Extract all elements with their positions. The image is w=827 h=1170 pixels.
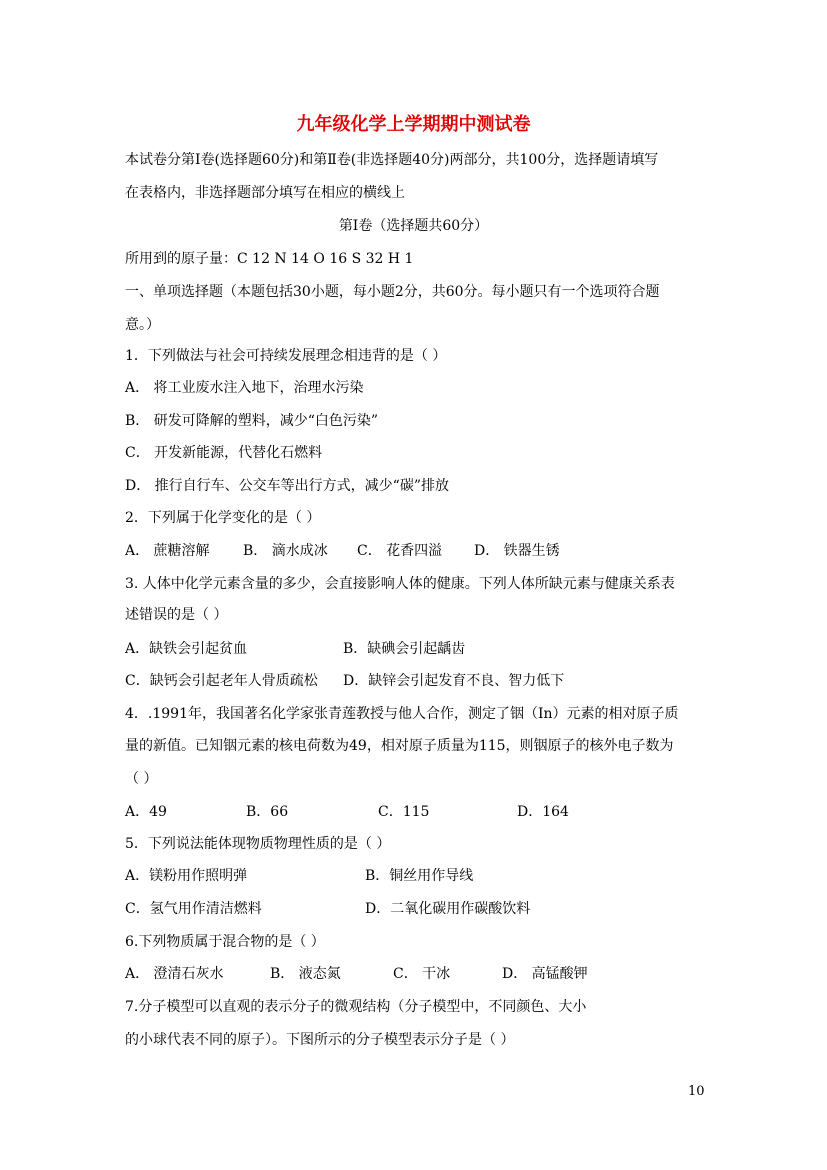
intro-line-2: 在表格内，非选择题部分填写在相应的横线上 [125, 185, 405, 201]
question-6-option-b: B． 液态氮 [270, 966, 341, 982]
question-3-option-a: A．缺铁会引起贫血 [125, 641, 248, 657]
question-6-option-d: D． 高锰酸钾 [502, 966, 588, 982]
part-heading: 第Ⅰ卷（选择题共60分） [338, 218, 489, 234]
question-3-option-b: B．缺碘会引起龋齿 [343, 641, 466, 657]
question-3-option-d: D．缺锌会引起发育不良、智力低下 [343, 673, 565, 689]
question-1-stem: 1．下列做法与社会可持续发展理念相违背的是（ ） [125, 348, 447, 364]
question-4-option-b: B．66 [246, 804, 289, 820]
question-2-option-c: C． 花香四溢 [357, 543, 443, 559]
question-4-stem-line-1: 4．.1991年，我国著名化学家张青莲教授与他人合作，测定了铟（In）元素的相对原子质 [125, 706, 679, 722]
question-2-option-d: D． 铁器生锈 [474, 543, 560, 559]
document-title: 九年级化学上学期期中测试卷 [296, 114, 531, 135]
page-number: 10 [688, 1084, 705, 1099]
question-6-stem: 6.下列物质属于混合物的是（ ） [125, 934, 325, 950]
question-7-stem-line-2: 的小球代表不同的原子）。下图所示的分子模型表示分子是（ ） [125, 1032, 515, 1048]
question-4-option-c: C．115 [378, 804, 430, 820]
question-6-option-c: C． 干冰 [393, 966, 451, 982]
question-2-stem: 2．下列属于化学变化的是（ ） [125, 510, 321, 526]
question-1-option-a: A． 将工业废水注入地下，治理水污染 [125, 380, 364, 396]
question-1-option-d: D． 推行自行车、公交车等出行方式，减少“碳”排放 [125, 478, 449, 494]
question-5-option-b: B．铜丝用作导线 [365, 868, 474, 884]
question-5-option-d: D．二氧化碳用作碳酸饮料 [365, 901, 531, 917]
question-4-stem-line-2: 量的新值。已知铟元素的核电荷数为49，相对原子质量为115，则铟原子的核外电子数为 [125, 738, 674, 754]
question-2-option-b: B． 滴水成冰 [243, 543, 328, 559]
question-1-option-c: C． 开发新能源，代替化石燃料 [125, 445, 323, 461]
question-5-option-a: A．镁粉用作照明弹 [125, 868, 248, 884]
question-4-option-d: D．164 [517, 804, 569, 820]
question-3-stem-line-2: 述错误的是（ ） [125, 607, 228, 623]
question-1-option-b: B． 研发可降解的塑料，减少“白色污染” [125, 413, 379, 429]
atomic-masses: 所用到的原子量：C 12 N 14 O 16 S 32 H 1 [125, 251, 414, 267]
question-2-option-a: A． 蔗糖溶解 [125, 543, 210, 559]
question-3-stem-line-1: 3. 人体中化学元素含量的多少，会直接影响人体的健康。下列人体所缺元素与健康关系表 [125, 576, 675, 592]
question-5-option-c: C．氢气用作清洁燃料 [125, 901, 262, 917]
question-3-option-c: C．缺钙会引起老年人骨质疏松 [125, 673, 318, 689]
section-heading-line-2: 意。） [125, 317, 160, 333]
question-5-stem: 5．下列说法能体现物质物理性质的是（ ） [125, 836, 391, 852]
question-4-option-a: A．49 [125, 804, 167, 820]
question-4-stem-line-3: （ ） [125, 771, 158, 787]
intro-line-1: 本试卷分第Ⅰ卷(选择题60分)和第Ⅱ卷(非选择题40分)两部分，共100分，选择题请填写 [125, 152, 659, 168]
question-7-stem-line-1: 7.分子模型可以直观的表示分子的微观结构（分子模型中，不同颜色、大小 [125, 999, 587, 1015]
section-heading-line-1: 一、单项选择题（本题包括30小题，每小题2分，共60分。每小题只有一个选项符合题 [125, 284, 660, 300]
question-6-option-a: A． 澄清石灰水 [125, 966, 224, 982]
